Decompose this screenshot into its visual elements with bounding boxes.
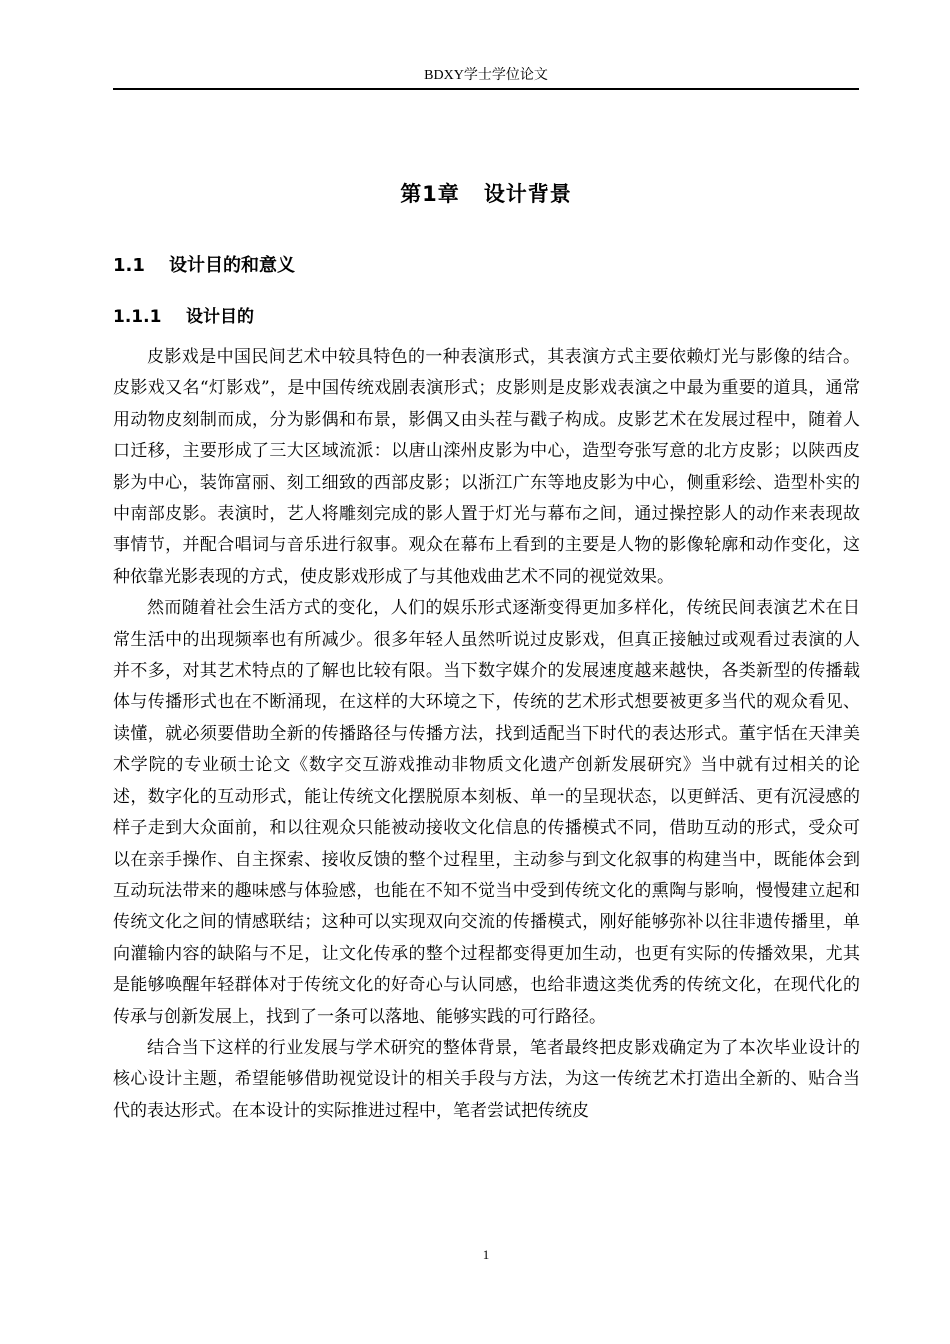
body-text bbox=[113, 342, 860, 1127]
paragraph: 皮影戏是中国民间艺术中较具特色的一种表演形式，其表演方式主要依赖灯光与影像的结合。皮影戏又名“灯影戏”，是中国传统戏剧表演形式；皮影则是皮影戏表演之中最为重要的道具，通常用动物皮刻制而成，分为影偶和布景，影偶又由头茬与戳子构成。皮影艺术在发展过程中，随着人口迁移，主要形成了三大区域流派：以唐山滦州皮影为中心，造型夸张写意的北方皮影；以陕西皮影为中心，装饰富丽、刻工细致的西部皮影；以浙江广东等地皮影为中心，侧重彩绘、造型朴实的中南部皮影。表演时，艺人将雕刻完成的影人置于灯光与幕布之间，通过操控影人的动作来表现故事情节，并配合唱词与音乐进行叙事。观众在幕布上看到的主要是人物的影像轮廓和动作变化，这种依靠光影表现的方式，使皮影戏形成了与其他戏曲艺术不同的视觉效果。 bbox=[113, 347, 860, 587]
page-number: 1 bbox=[482, 1247, 490, 1262]
header-rule bbox=[113, 88, 859, 90]
running-header: BDXY学士学位论文 bbox=[424, 68, 548, 83]
section-number: 1.1 bbox=[113, 255, 145, 276]
subsection-number: 1.1.1 bbox=[113, 307, 162, 327]
chapter-title: 设计背景 bbox=[483, 182, 572, 206]
section-heading bbox=[113, 251, 859, 281]
subsection-title: 设计目的 bbox=[186, 307, 254, 327]
paragraph: 然而随着社会生活方式的变化，人们的娱乐形式逐渐变得更加多样化，传统民间表演艺术在日常生活中的出现频率也有所减少。很多年轻人虽然听说过皮影戏，但真正接触过或观看过表演的人并不多，对其艺术特点的了解也比较有限。当下数字媒介的发展速度越来越快，各类新型的传播载体与传播形式也在不断涌现，在这样的大环境之下，传统的艺术形式想要被更多当代的观众看见、读懂，就必须要借助全新的传播路径与传播方法，找到适配当下时代的表达形式。董宇恬在天津美术学院的专业硕士论文《数字交互游戏推动非物质文化遗产创新发展研究》当中就有过相关的论述，数字化的互动形式，能让传统文化摆脱原本刻板、单一的呈现状态，以更鲜活、更有沉浸感的样子走到大众面前，和以往观众只能被动接收文化信息的传播模式不同，借助互动的形式，受众可以在亲手操作、自主探索、接收反馈的整个过程里，主动参与到文化叙事的构建当中，既能体会到互动玩法带来的趣味感与体验感，也能在不知不觉当中受到传统文化的熏陶与影响，慢慢建立起和传统文化之间的情感联结；这种可以实现双向交流的传播模式，刚好能够弥补以往非遗传播里，单向灌输内容的缺陷与不足，让文化传承的整个过程都变得更加生动，也更有实际的传播效果，尤其是能够唤醒年轻群体对于传统文化的好奇心与认同感，也给非遗这类优秀的传统文化，在现代化的传承与创新发展上，找到了一条可以落地、能够实践的可行路径。 bbox=[113, 598, 860, 1027]
section-title: 设计目的和意义 bbox=[169, 255, 295, 276]
chapter-number: 第1章 bbox=[400, 182, 460, 206]
subsection-heading bbox=[113, 302, 859, 332]
chapter-heading bbox=[113, 176, 859, 212]
paragraph: 结合当下这样的行业发展与学术研究的整体背景，笔者最终把皮影戏确定为了本次毕业设计的核心设计主题，希望能够借助视觉设计的相关手段与方法，为这一传统艺术打造出全新的、贴合当代的表达形式。在本设计的实际推进过程中，笔者尝试把传统皮 bbox=[113, 1037, 860, 1121]
